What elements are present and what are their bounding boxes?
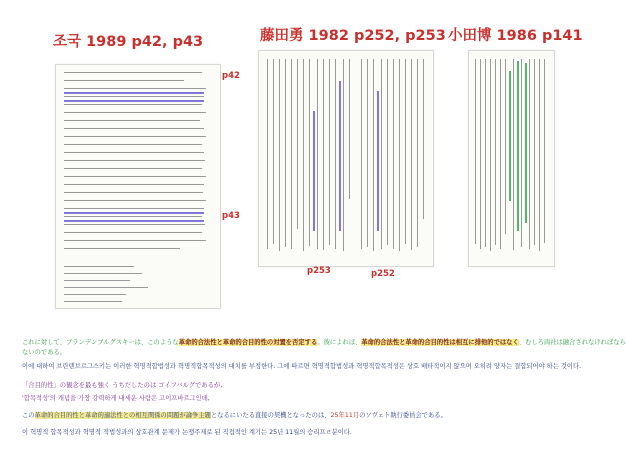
paragraph-mutual-relation-kr: 이 혁명적 합목적성과 혁명적 적법성과의 상호관계 문제가 논쟁주제로 된 직접적인 계기는 25년 11월의 승리프ㄹ분이다.: [22, 429, 352, 436]
paragraph-brandenburg-jp: これに対して、ブランデンブルグスキーは、このような革命的合法性と革命的合目的性の対置を否定する。彼によれば、革命的合法性と革命的合目的性は相互に排他的ではなく、むしろ両社は融合されなければなら: [22, 339, 626, 346]
oda-1986-header: 小田博 1986 p141: [448, 28, 583, 44]
paragraph-goikhbarg-kr: '합목적성'의 개념을 가장 강력하게 내세운 사람은 고이프바르그인데,: [22, 395, 210, 402]
paragraph-brandenburg-jp-cont: ないのである。: [22, 349, 67, 356]
oda-1986-scan: [468, 50, 555, 267]
cho-1989-scan: [55, 64, 221, 309]
p43-label: p43: [222, 211, 240, 221]
p253-label: p253: [307, 266, 331, 276]
p42-label: p42: [222, 71, 240, 81]
fujita-1982-scan: [258, 50, 434, 267]
paragraph-goikhbarg-jp: 「合目的性」の観念を最も強く うちだしたのは ゴイフバルグであるが,: [22, 382, 223, 389]
fujita-1982-header: 藤田勇 1982 p252, p253: [260, 28, 446, 44]
paragraph-brandenburg-kr: 이에 대하여 브란덴브르그스키는 이러한 혁명적합법성과 혁명적합목적성의 대치를 부정한다. 그에 따르면 혁명적합법성과 혁명적합목적성은 상호 배타적이지 않으며 오히려 양자는 결합되어야 하는 것이다.: [22, 363, 582, 370]
paragraph-mutual-relation-jp: この革命的合目的性と革命的適法性との相互関係の問題が論争主題となるにいたる直接の契機となったのは、25年11月のソヴェト執行委員会である。: [22, 412, 447, 419]
cho-1989-header: 조국 1989 p42, p43: [53, 34, 204, 50]
p252-label: p252: [371, 269, 395, 279]
